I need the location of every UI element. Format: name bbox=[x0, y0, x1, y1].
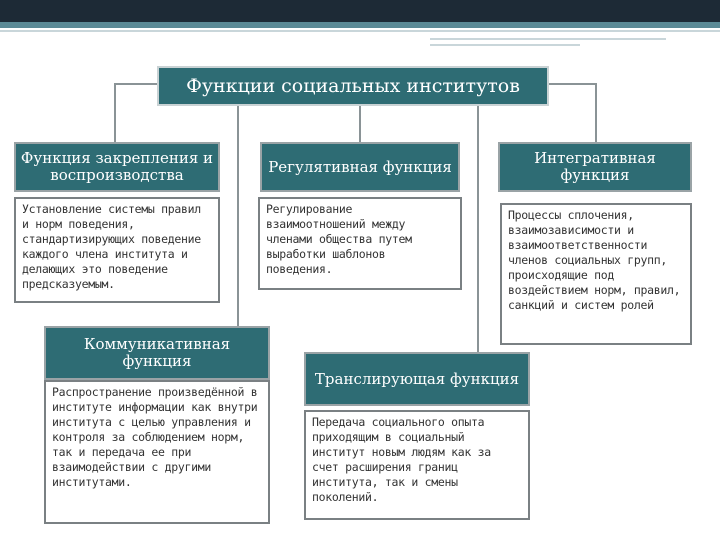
function-description-translating bbox=[304, 410, 530, 520]
description-text: Процессы сплочения, взаимозависимости и взаимоответственности членов социальных групп, происходящие под воздействием норм, правил, санкций и систем ролей bbox=[508, 208, 681, 312]
function-description-integrative bbox=[500, 203, 692, 345]
function-description-communicative bbox=[44, 380, 270, 524]
function-description-reproduction bbox=[14, 197, 220, 303]
function-heading-reproduction bbox=[14, 142, 220, 192]
function-heading-communicative bbox=[44, 326, 270, 380]
function-heading-translating bbox=[304, 352, 530, 406]
function-heading-regulative bbox=[260, 142, 460, 192]
connector-left bbox=[115, 84, 157, 142]
heading-text: Транслирующая функция bbox=[314, 369, 520, 388]
function-description-regulative bbox=[258, 197, 462, 290]
heading-text: Регулятивная функция bbox=[268, 157, 452, 176]
main-title: Функции социальных институтов bbox=[157, 66, 549, 106]
description-text: Распространение произведённой в институте информации как внутри института с целью управления и контроля за соблюдением норм, так и передача ее при взаимодействии с другими институтами. bbox=[52, 385, 258, 489]
function-heading-integrative bbox=[498, 142, 692, 192]
heading-text: Интегративная функция bbox=[534, 149, 656, 184]
description-text: Регулирование взаимоотношений между членами общества путем выработки шаблонов поведения. bbox=[266, 202, 412, 276]
description-text: Установление системы правил и норм поведения, стандартизирующих поведение каждого члена института и делающих это поведение предсказуемым. bbox=[22, 202, 201, 291]
heading-text: Функция закрепления и воспроизводства bbox=[20, 149, 214, 184]
heading-text: Коммуникативная функция bbox=[83, 335, 231, 370]
connector-right bbox=[549, 84, 596, 142]
description-text: Передача социального опыта приходящим в социальный институт новым людям как за счет расширения границ института, так и смены поколений. bbox=[312, 415, 491, 504]
